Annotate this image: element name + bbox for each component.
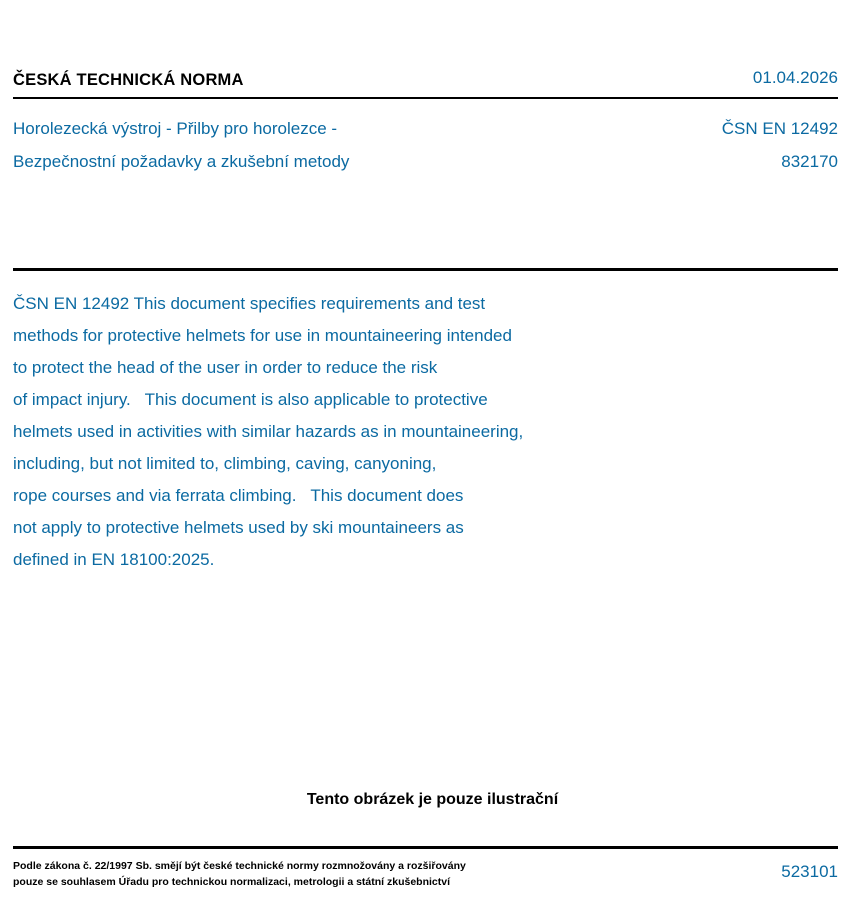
illustration-disclaimer: Tento obrázek je pouze ilustrační: [306, 791, 559, 808]
abstract-line: of impact injury. This document is also applicable to protective: [13, 390, 488, 409]
standard-designation: ČSN EN 12492: [721, 119, 838, 138]
abstract-line: rope courses and via ferrata climbing. This document does: [13, 486, 464, 505]
abstract-text: [13, 288, 745, 576]
abstract-line: defined in EN 18100:2025.: [13, 550, 215, 569]
footer-legal-line: pouze se souhlasem Úřadu pro technickou normalizaci, metrologii a státní zkušebnictví: [13, 876, 451, 888]
standard-title-line: Bezpečnostní požadavky a zkušební metody: [13, 152, 350, 171]
document-kind-label: ČESKÁ TECHNICKÁ NORMA: [13, 71, 244, 89]
footer: [13, 858, 838, 890]
standard-title: [13, 112, 349, 178]
abstract-line: including, but not limited to, climbing, caving, canyoning,: [13, 454, 437, 473]
standard-classification-code: 832170: [781, 152, 838, 171]
standard-identifiers: [722, 112, 838, 178]
standard-title-line: Horolezecká výstroj - Přilby pro horolezce -: [13, 119, 338, 138]
abstract-line: ČSN EN 12492 This document specifies requirements and test: [13, 294, 486, 313]
footer-order-code: 523101: [781, 862, 838, 881]
divider-middle: [13, 268, 838, 271]
title-block: [13, 112, 838, 178]
divider-top: [13, 97, 838, 99]
publication-date: 01.04.2026: [752, 68, 838, 87]
abstract-line: helmets used in activities with similar hazards as in mountaineering,: [13, 422, 524, 441]
header: [13, 68, 838, 90]
footer-legal-notice: [13, 858, 466, 890]
abstract-line: to protect the head of the user in order to reduce the risk: [13, 358, 438, 377]
abstract-line: methods for protective helmets for use in mountaineering intended: [13, 326, 512, 345]
abstract-line: not apply to protective helmets used by ski mountaineers as: [13, 518, 464, 537]
footer-legal-line: Podle zákona č. 22/1997 Sb. smějí být české technické normy rozmnožovány a rozšiřovány: [13, 860, 466, 872]
divider-bottom: [13, 846, 838, 849]
